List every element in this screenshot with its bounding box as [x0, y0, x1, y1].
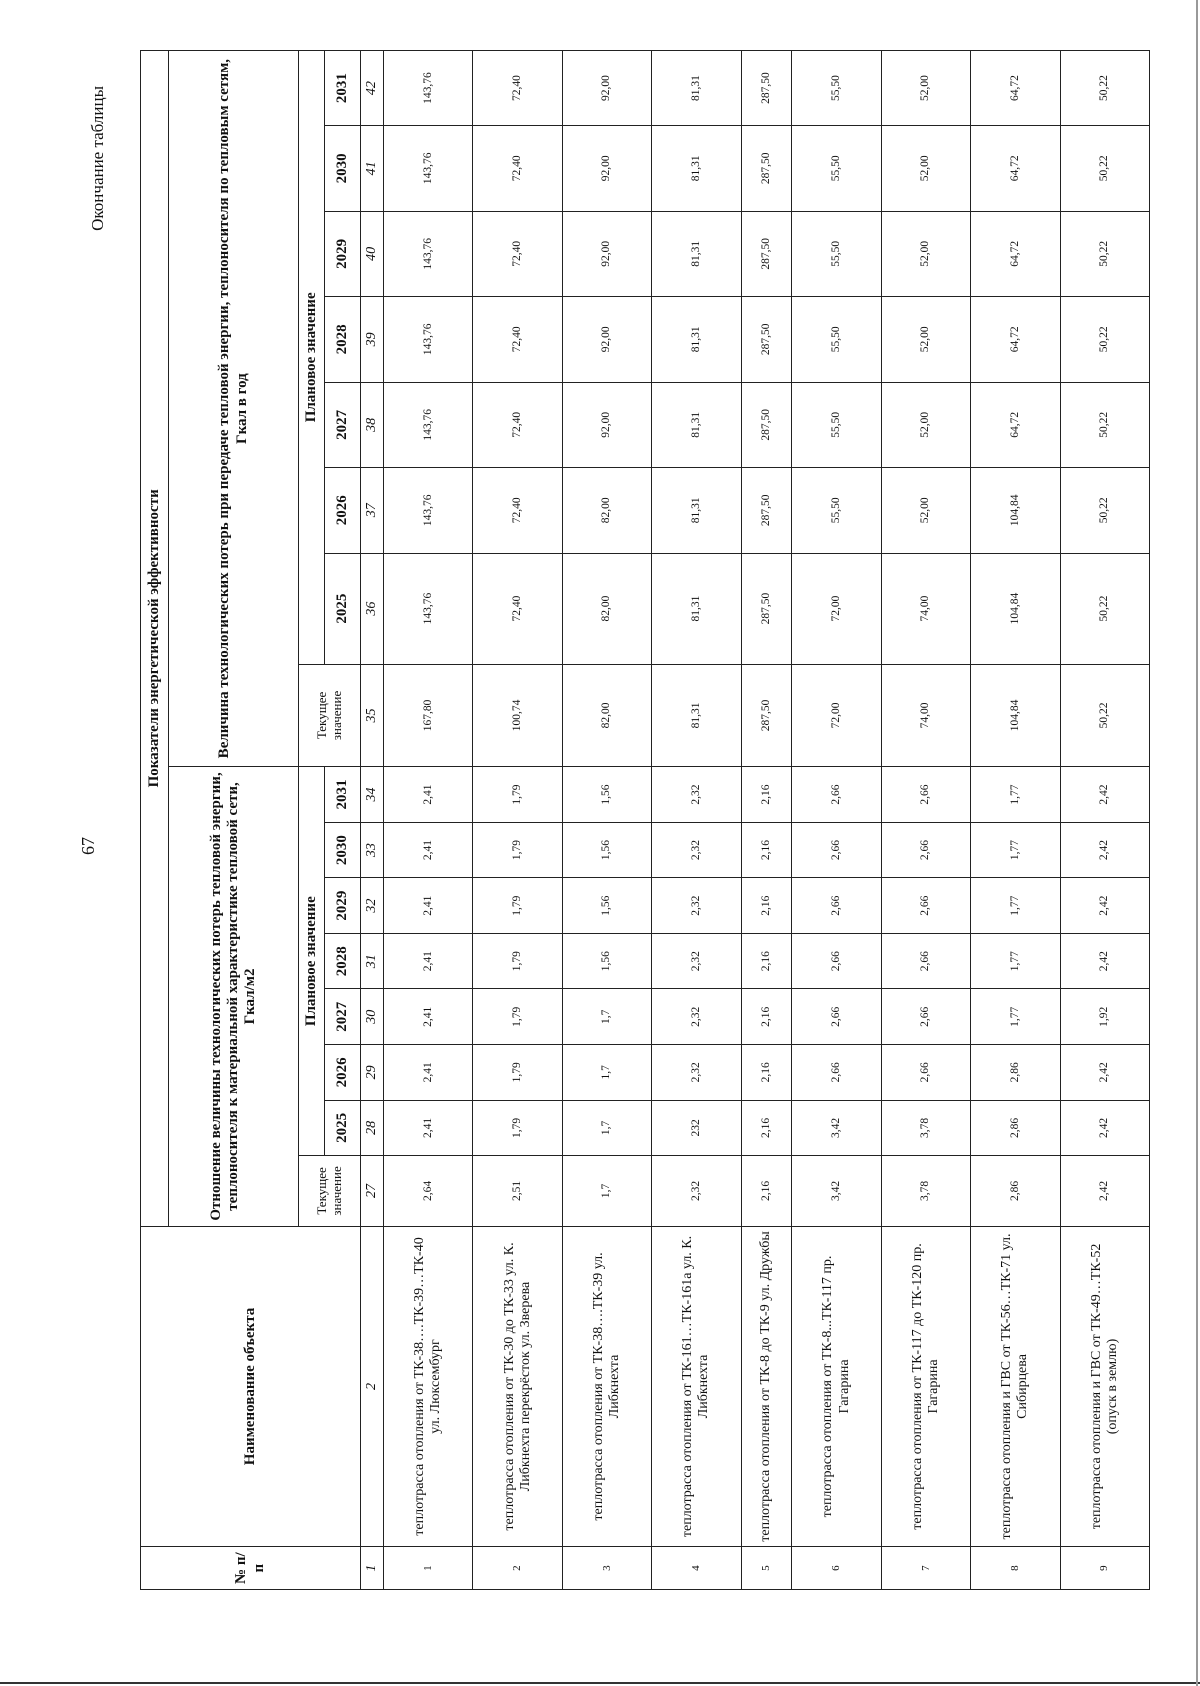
ratio-value: 2,42	[1060, 1100, 1149, 1156]
ratio-value: 2,16	[741, 767, 792, 823]
column-index-cell: 2	[361, 1226, 384, 1547]
ratio-value: 2,16	[741, 822, 792, 878]
header-group-losses: Величина технологических потерь при передаче тепловой энергии, теплоносителя по тепловым сетям, Гкал в год	[169, 51, 299, 767]
losses-value: 64,72	[971, 126, 1060, 211]
ratio-value: 2,86	[971, 1100, 1060, 1156]
losses-value: 167,80	[384, 664, 473, 767]
ratio-value: 3,78	[881, 1156, 970, 1227]
ratio-value: 2,66	[881, 767, 970, 823]
ratio-value: 1,7	[562, 989, 651, 1045]
losses-value: 287,50	[741, 468, 792, 553]
header-current-losses: Текущее значение	[299, 664, 361, 767]
losses-value: 72,40	[473, 553, 562, 664]
ratio-value: 3,42	[792, 1100, 881, 1156]
losses-value: 100,74	[473, 664, 562, 767]
header-year-ratio: 2028	[325, 933, 361, 989]
ratio-value: 2,16	[741, 989, 792, 1045]
column-index-cell: 29	[361, 1045, 384, 1101]
ratio-value: 1,7	[562, 1100, 651, 1156]
ratio-value: 2,41	[384, 1100, 473, 1156]
header-planned-losses: Плановое значение	[299, 51, 325, 665]
header-current-ratio: Текущее значение	[299, 1156, 361, 1227]
ratio-value: 2,42	[1060, 1045, 1149, 1101]
row-number: 7	[881, 1547, 970, 1590]
column-index-cell: 30	[361, 989, 384, 1045]
ratio-value: 2,41	[384, 1045, 473, 1101]
ratio-value: 2,66	[881, 933, 970, 989]
losses-value: 52,00	[881, 382, 970, 467]
losses-value: 92,00	[562, 382, 651, 467]
ratio-value: 1,77	[971, 767, 1060, 823]
row-number: 6	[792, 1547, 881, 1590]
object-name: теплотрасса отопления от ТК-117 до ТК-120 пр. Гагарина	[881, 1226, 970, 1547]
ratio-value: 2,66	[881, 989, 970, 1045]
table-row	[652, 51, 741, 1590]
losses-value: 74,00	[881, 664, 970, 767]
column-index-cell: 42	[361, 51, 384, 126]
losses-value: 81,31	[652, 51, 741, 126]
ratio-value: 2,41	[384, 878, 473, 934]
ratio-value: 2,86	[971, 1045, 1060, 1101]
header-year-losses: 2025	[325, 553, 361, 664]
losses-value: 81,31	[652, 382, 741, 467]
column-index-cell: 41	[361, 126, 384, 211]
ratio-value: 2,42	[1060, 878, 1149, 934]
losses-value: 55,50	[792, 468, 881, 553]
ratio-value: 2,32	[652, 933, 741, 989]
table-row	[792, 51, 881, 1590]
ratio-value: 2,32	[652, 1045, 741, 1101]
object-name: теплотрасса отопления от ТК-38….ТК-39…ТК-40 ул. Люксембург	[384, 1226, 473, 1547]
losses-value: 143,76	[384, 51, 473, 126]
column-index-cell: 36	[361, 553, 384, 664]
losses-value: 52,00	[881, 468, 970, 553]
header-year-losses: 2027	[325, 382, 361, 467]
ratio-value: 2,66	[792, 878, 881, 934]
ratio-value: 3,78	[881, 1100, 970, 1156]
object-name: теплотрасса отопления от ТК-38….ТК-39 ул. Либкнехта	[562, 1226, 651, 1547]
losses-value: 92,00	[562, 297, 651, 382]
header-year-losses: 2026	[325, 468, 361, 553]
header-year-ratio: 2031	[325, 767, 361, 823]
header-year-losses: 2028	[325, 297, 361, 382]
row-number: 2	[473, 1547, 562, 1590]
losses-value: 72,40	[473, 382, 562, 467]
column-index-cell: 37	[361, 468, 384, 553]
losses-value: 287,50	[741, 664, 792, 767]
ratio-value: 3,42	[792, 1156, 881, 1227]
ratio-value: 1,7	[562, 1045, 651, 1101]
ratio-value: 2,86	[971, 1156, 1060, 1227]
column-index-cell: 31	[361, 933, 384, 989]
losses-value: 81,31	[652, 664, 741, 767]
ratio-value: 2,66	[881, 878, 970, 934]
header-year-losses: 2031	[325, 51, 361, 126]
column-index-cell: 40	[361, 211, 384, 296]
header-planned-ratio: Плановое значение	[299, 767, 325, 1156]
losses-value: 81,31	[652, 297, 741, 382]
object-name: теплотрасса отопления и ГВС от ТК-49…ТК-52 (опуск в землю)	[1060, 1226, 1149, 1547]
ratio-value: 2,32	[652, 822, 741, 878]
header-group-ratio: Отношение величины технологических потерь тепловой энергии, теплоносителя к материальной характеристике тепловой сети, Гкал/м2	[169, 767, 299, 1226]
ratio-value: 2,41	[384, 822, 473, 878]
losses-value: 143,76	[384, 211, 473, 296]
ratio-value: 2,16	[741, 878, 792, 934]
ratio-value: 2,42	[1060, 933, 1149, 989]
losses-value: 50,22	[1060, 468, 1149, 553]
ratio-value: 1,79	[473, 1100, 562, 1156]
ratio-value: 2,66	[881, 1045, 970, 1101]
losses-value: 64,72	[971, 297, 1060, 382]
ratio-value: 1,7	[562, 1156, 651, 1227]
losses-value: 82,00	[562, 468, 651, 553]
losses-value: 143,76	[384, 297, 473, 382]
column-index-cell: 1	[361, 1547, 384, 1590]
header-year-ratio: 2029	[325, 878, 361, 934]
ratio-value: 1,79	[473, 933, 562, 989]
losses-value: 52,00	[881, 51, 970, 126]
ratio-value: 2,66	[792, 767, 881, 823]
header-object-name: Наименование объекта	[141, 1226, 361, 1547]
ratio-value: 1,92	[1060, 989, 1149, 1045]
object-name: теплотрасса отопления от ТК-30 до ТК-33 ул. К. Либкнехта перекрёсток ул. Зверева	[473, 1226, 562, 1547]
table-row	[1060, 51, 1149, 1590]
row-number: 9	[1060, 1547, 1149, 1590]
ratio-value: 1,79	[473, 822, 562, 878]
losses-value: 82,00	[562, 553, 651, 664]
row-number: 3	[562, 1547, 651, 1590]
ratio-value: 2,66	[792, 989, 881, 1045]
ratio-value: 2,64	[384, 1156, 473, 1227]
losses-value: 104,84	[971, 553, 1060, 664]
table-row	[384, 51, 473, 1590]
ratio-value: 2,16	[741, 1156, 792, 1227]
losses-value: 72,40	[473, 468, 562, 553]
ratio-value: 2,66	[792, 933, 881, 989]
column-index-cell: 32	[361, 878, 384, 934]
ratio-value: 2,16	[741, 1045, 792, 1101]
table-caption: Окончание таблицы	[88, 86, 107, 231]
losses-value: 287,50	[741, 126, 792, 211]
object-name: теплотрасса отопления от ТК-8...ТК-117 пр. Гагарина	[792, 1226, 881, 1547]
ratio-value: 1,56	[562, 933, 651, 989]
losses-value: 50,22	[1060, 51, 1149, 126]
table-row	[881, 51, 970, 1590]
losses-value: 50,22	[1060, 297, 1149, 382]
ratio-value: 1,56	[562, 822, 651, 878]
ratio-value: 1,79	[473, 989, 562, 1045]
column-index-cell: 27	[361, 1156, 384, 1227]
column-index-cell: 39	[361, 297, 384, 382]
table-row	[971, 51, 1060, 1590]
losses-value: 64,72	[971, 211, 1060, 296]
row-number: 5	[741, 1547, 792, 1590]
ratio-value: 2,16	[741, 1100, 792, 1156]
losses-value: 74,00	[881, 553, 970, 664]
losses-value: 64,72	[971, 382, 1060, 467]
row-number: 1	[384, 1547, 473, 1590]
losses-value: 50,22	[1060, 664, 1149, 767]
losses-value: 72,00	[792, 553, 881, 664]
losses-value: 81,31	[652, 468, 741, 553]
column-index-cell: 28	[361, 1100, 384, 1156]
losses-value: 72,40	[473, 51, 562, 126]
losses-value: 287,50	[741, 51, 792, 126]
header-year-ratio: 2025	[325, 1100, 361, 1156]
row-number: 4	[652, 1547, 741, 1590]
table-row	[741, 51, 792, 1590]
losses-value: 72,40	[473, 211, 562, 296]
losses-value: 287,50	[741, 211, 792, 296]
energy-efficiency-table	[140, 50, 1150, 1590]
column-index-cell: 35	[361, 664, 384, 767]
page-number: 67	[78, 837, 98, 855]
ratio-value: 1,79	[473, 878, 562, 934]
column-index-cell: 33	[361, 822, 384, 878]
ratio-value: 1,56	[562, 767, 651, 823]
header-year-ratio: 2030	[325, 822, 361, 878]
ratio-value: 2,42	[1060, 822, 1149, 878]
losses-value: 72,00	[792, 664, 881, 767]
losses-value: 64,72	[971, 51, 1060, 126]
losses-value: 72,40	[473, 297, 562, 382]
losses-value: 52,00	[881, 211, 970, 296]
ratio-value: 1,77	[971, 878, 1060, 934]
losses-value: 55,50	[792, 126, 881, 211]
losses-value: 50,22	[1060, 382, 1149, 467]
losses-value: 72,40	[473, 126, 562, 211]
object-name: теплотрасса отопления и ГВС от ТК-56…ТК-71 ул. Сибирцева	[971, 1226, 1060, 1547]
ratio-value: 2,51	[473, 1156, 562, 1227]
losses-value: 143,76	[384, 126, 473, 211]
losses-value: 104,84	[971, 468, 1060, 553]
ratio-value: 232	[652, 1100, 741, 1156]
ratio-value: 1,77	[971, 989, 1060, 1045]
header-year-ratio: 2026	[325, 1045, 361, 1101]
ratio-value: 2,42	[1060, 1156, 1149, 1227]
ratio-value: 2,41	[384, 989, 473, 1045]
ratio-value: 2,32	[652, 989, 741, 1045]
losses-value: 81,31	[652, 126, 741, 211]
ratio-value: 2,41	[384, 933, 473, 989]
ratio-value: 2,66	[792, 1045, 881, 1101]
row-number: 8	[971, 1547, 1060, 1590]
ratio-value: 2,42	[1060, 767, 1149, 823]
losses-value: 92,00	[562, 211, 651, 296]
table-row	[562, 51, 651, 1590]
ratio-value: 1,79	[473, 1045, 562, 1101]
ratio-value: 1,77	[971, 933, 1060, 989]
losses-value: 287,50	[741, 553, 792, 664]
losses-value: 143,76	[384, 382, 473, 467]
losses-value: 55,50	[792, 211, 881, 296]
losses-value: 92,00	[562, 51, 651, 126]
ratio-value: 2,41	[384, 767, 473, 823]
losses-value: 287,50	[741, 382, 792, 467]
ratio-value: 1,79	[473, 767, 562, 823]
object-name: теплотрасса отопления от ТК-8 до ТК-9 ул. Дружбы	[741, 1226, 792, 1547]
object-name: теплотрасса отопления от ТК-161…ТК-161а ул. К. Либкнехта	[652, 1226, 741, 1547]
losses-value: 55,50	[792, 382, 881, 467]
losses-value: 81,31	[652, 553, 741, 664]
losses-value: 143,76	[384, 553, 473, 664]
ratio-value: 1,56	[562, 878, 651, 934]
losses-value: 81,31	[652, 211, 741, 296]
losses-value: 55,50	[792, 297, 881, 382]
losses-value: 52,00	[881, 297, 970, 382]
losses-value: 52,00	[881, 126, 970, 211]
header-year-losses: 2029	[325, 211, 361, 296]
ratio-value: 2,32	[652, 1156, 741, 1227]
losses-value: 50,22	[1060, 211, 1149, 296]
losses-value: 55,50	[792, 51, 881, 126]
ratio-value: 2,66	[881, 822, 970, 878]
losses-value: 50,22	[1060, 553, 1149, 664]
column-index-cell: 38	[361, 382, 384, 467]
ratio-value: 2,16	[741, 933, 792, 989]
ratio-value: 1,77	[971, 822, 1060, 878]
losses-value: 50,22	[1060, 126, 1149, 211]
ratio-value: 2,66	[792, 822, 881, 878]
column-index-cell: 34	[361, 767, 384, 823]
header-indicators: Показатели энергетической эффективности	[141, 51, 169, 1227]
header-year-ratio: 2027	[325, 989, 361, 1045]
losses-value: 82,00	[562, 664, 651, 767]
losses-value: 287,50	[741, 297, 792, 382]
ratio-value: 2,32	[652, 767, 741, 823]
header-number: № п/п	[141, 1547, 361, 1590]
header-year-losses: 2030	[325, 126, 361, 211]
losses-value: 104,84	[971, 664, 1060, 767]
ratio-value: 2,32	[652, 878, 741, 934]
losses-value: 92,00	[562, 126, 651, 211]
losses-value: 143,76	[384, 468, 473, 553]
table-row	[473, 51, 562, 1590]
